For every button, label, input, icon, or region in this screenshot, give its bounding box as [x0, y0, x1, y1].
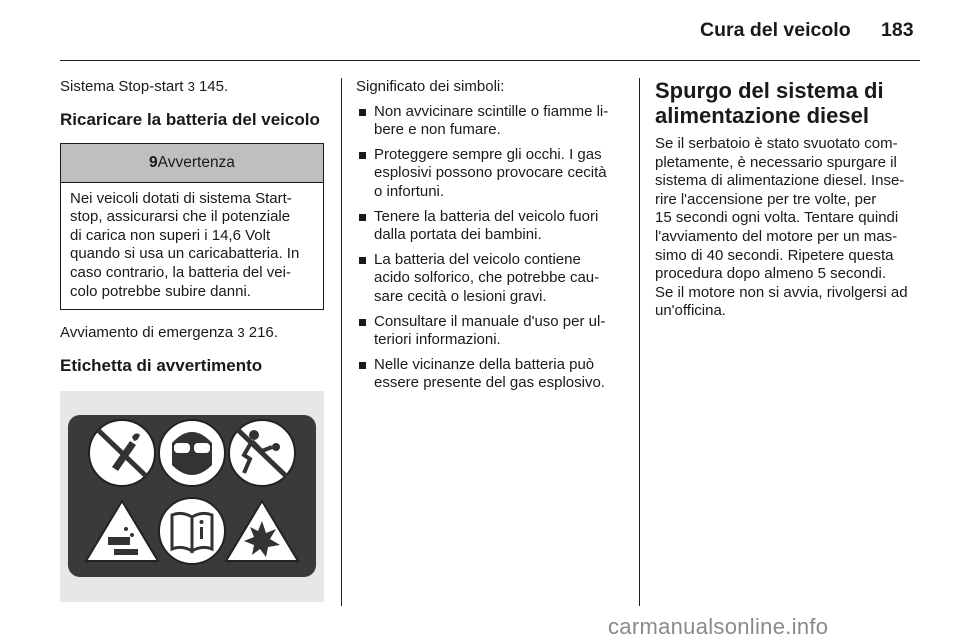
list-item-line: o infortuni.: [374, 182, 445, 200]
page-ref-arrow-icon: 3: [187, 79, 195, 94]
list-item-line: Nelle vicinanze della batteria può: [374, 355, 595, 373]
list-item-line: sare cecità o lesioni gravi.: [374, 287, 547, 305]
eye-protection-icon: [159, 420, 225, 486]
list-item-line: teriori informazioni.: [374, 331, 501, 349]
heading-warning-label: Etichetta di avvertimento: [60, 355, 263, 375]
list-item: [356, 103, 628, 140]
list-item-line: Non avvicinare scintille o fiamme li-: [374, 102, 609, 120]
page-ref-arrow-icon: 3: [237, 325, 245, 341]
keep-children-away-icon: [229, 420, 295, 486]
body-line: procedura dopo almeno 5 secondi.: [655, 265, 886, 283]
warning-triangle-icon: 9: [149, 153, 158, 171]
warning-line: Nei veicoli dotati di sistema Start-: [70, 189, 292, 207]
warning-title: Avvertenza: [157, 153, 235, 171]
list-item-line: essere presente del gas esplosivo.: [374, 374, 605, 392]
warning-line: stop, assicurarsi che il potenziale: [70, 208, 291, 226]
list-item-line: bere e non fumare.: [374, 121, 501, 139]
list-item-line: La batteria del veicolo contiene: [374, 250, 581, 268]
symbols-list: [356, 103, 628, 393]
emergency-start-ref-text: Avviamento di emergenza: [60, 324, 234, 342]
body-line: pletamente, è necessario spurgare il: [655, 153, 897, 171]
column-divider-1: [341, 78, 342, 606]
list-item-line: Consultare il manuale d'uso per ul-: [374, 312, 606, 330]
warning-label-illustration: [60, 391, 324, 602]
column-middle: [356, 78, 628, 393]
body-line: Se il motore non si avvia, rivolgersi ad: [655, 283, 908, 301]
warning-line: colo potrebbe subire danni.: [70, 282, 251, 300]
heading-charge-battery: Ricaricare la batteria del veicolo: [60, 109, 320, 129]
body-line: rire l'accensione per tre volte, per: [655, 190, 877, 208]
list-item: [356, 251, 628, 307]
heading-line: Spurgo del sistema di: [655, 78, 884, 103]
page-number: 183: [881, 19, 914, 41]
site-watermark: carmanualsonline.info: [608, 614, 829, 639]
body-line: l'avviamento del motore per un mas-: [655, 227, 898, 245]
emergency-start-ref-link[interactable]: 216.: [248, 324, 278, 342]
heading-line: alimentazione diesel: [655, 103, 869, 128]
list-item-line: Tenere la batteria del veicolo fuori: [374, 207, 599, 225]
list-item: [356, 356, 628, 393]
warning-line: caso contrario, la batteria del vei-: [70, 263, 291, 281]
body-line: Se il serbatoio è stato svuotato com-: [655, 135, 898, 152]
list-item-line: dalla portata dei bambini.: [374, 226, 542, 244]
column-divider-2: [639, 78, 640, 606]
diesel-bleed-body: [655, 135, 925, 321]
warning-body: [61, 183, 323, 310]
body-line: simo di 40 secondi. Ripetere questa: [655, 246, 894, 264]
list-item-line: Proteggere sempre gli occhi. I gas: [374, 145, 602, 163]
stop-start-ref: [60, 78, 324, 97]
list-item-line: esplosivi possono provocare cecità: [374, 164, 607, 182]
page-header-title: Cura del veicolo: [700, 19, 851, 41]
warning-box: [60, 143, 324, 311]
warning-line: di carica non superi i 14,6 Volt: [70, 226, 271, 244]
warning-header: [61, 144, 323, 183]
stop-start-ref-link[interactable]: 145.: [198, 78, 229, 95]
body-line: sistema di alimentazione diesel. Inse-: [655, 172, 905, 190]
column-right: [655, 78, 925, 321]
list-item: [356, 208, 628, 245]
emergency-start-ref: [60, 324, 324, 343]
warning-line: quando si usa un caricabatteria. In: [70, 245, 300, 263]
column-left: [60, 78, 324, 602]
header-divider: [60, 60, 920, 61]
body-line: un'officina.: [655, 302, 726, 320]
no-fire-icon: [89, 420, 155, 486]
stop-start-ref-text: Sistema Stop-start: [60, 78, 184, 95]
read-manual-icon: [159, 498, 225, 564]
body-line: 15 secondi ogni volta. Tentare quindi: [655, 209, 899, 227]
heading-diesel-bleed: [655, 78, 925, 128]
list-item: [356, 146, 628, 202]
list-item-line: acido solforico, che potrebbe cau-: [374, 269, 600, 287]
symbols-intro: Significato dei simboli:: [356, 78, 505, 95]
list-item: [356, 313, 628, 350]
warning-label-figure: [60, 391, 324, 602]
